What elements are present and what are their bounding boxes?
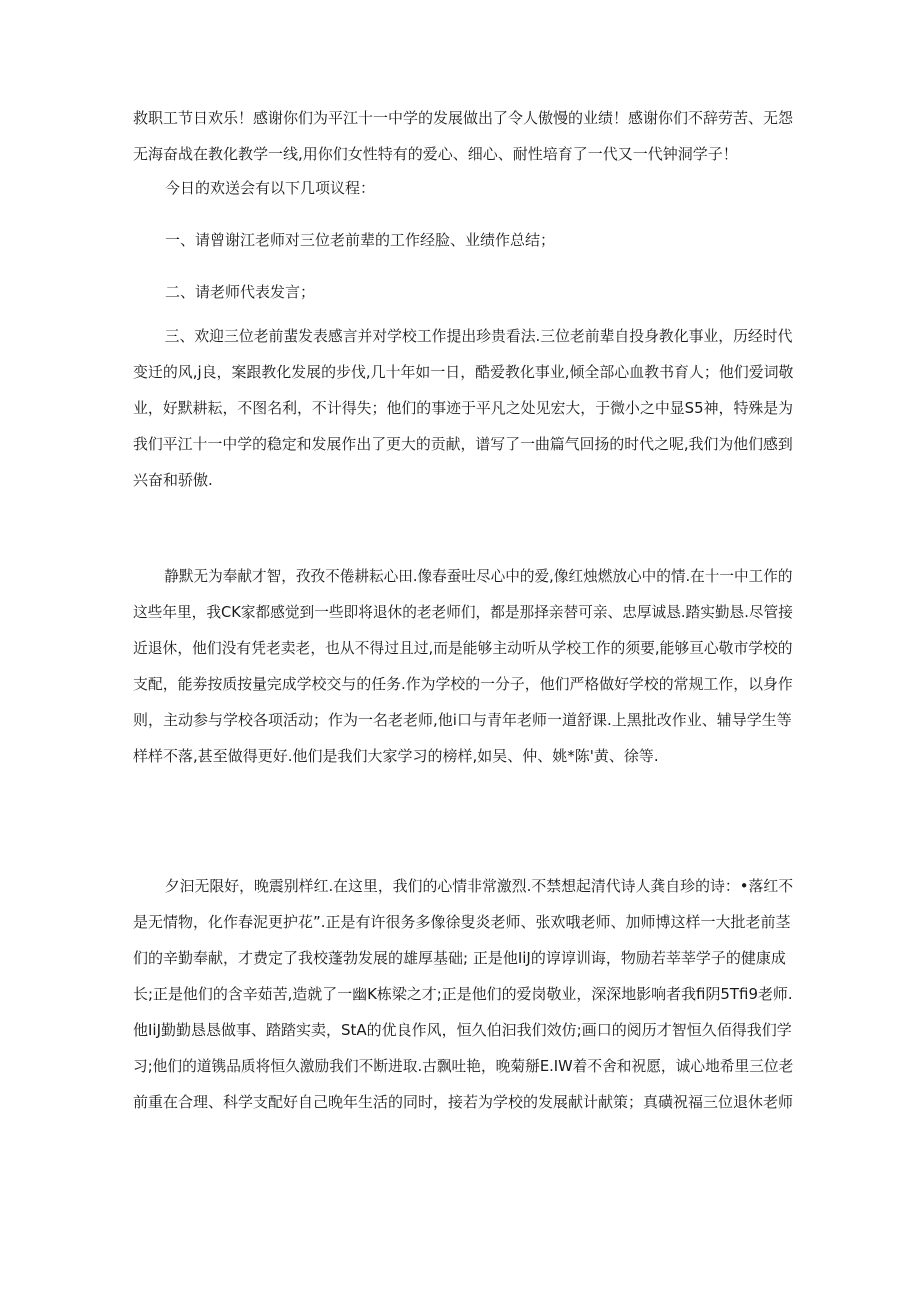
paragraph-dedication [133, 558, 793, 774]
text-line: 则，主动参与学校各项活动；作为一名老老师,他i口与青年老师一道舒课.上黑批改作业、辅导学生等 [133, 711, 792, 729]
paragraph-agenda-item-1 [133, 222, 793, 258]
text-line: 夕汩无限好，晚震别样红.在这里，我们的心情非常激烈.不禁想起清代诗人龚自珍的诗：•落红不 [164, 877, 794, 895]
paragraph-farewell [133, 868, 793, 1120]
paragraph-agenda-intro [133, 170, 793, 206]
text-line: 变迁的风,j良，案跟教化发展的步伐,几十年如一日，酷爱教化事业,倾全部心血教书育人；他们爱词敬 [133, 363, 794, 381]
text-line: 样样不落,甚至做得更好.他们是我们大家学习的榜样,如吴、仲、姚*陈'黄、徐等. [133, 747, 659, 765]
text-line: 三、欢迎三位老前蜚发表感言并对学校工作提出珍贵看法.三位老前辈自投身教化事业，历经时代 [164, 327, 793, 345]
text-line: 二、请老师代表发言； [165, 283, 316, 301]
text-line: 支配，能劵按质按量完成学校交与的任务.作为学校的一分子，他们严格做好学校的常规工作，以身作 [133, 675, 793, 693]
text-line: 无海奋战在教化教学一线,用你们女性特有的爱心、细心、耐性培育了一代又一代钟洞学子！ [133, 145, 738, 163]
text-line: 我们平江十一中学的稳定和发展作出了更大的贡献，谱写了一曲篇气回扬的时代之呢,我们为他们感到 [133, 435, 793, 453]
text-line: 兴奋和骄傲. [133, 471, 213, 489]
text-line: 前重在合理、科学支配好自己晚年生活的同时，接若为学校的发展献计献策；真磺祝福三位退休老师 [133, 1093, 794, 1111]
paragraph-greeting [133, 100, 793, 172]
paragraph-agenda-item-3 [133, 318, 793, 498]
text-line: 近退休，他们没有凭老卖老，也从不得过且过,而是能够主动听从学校工作的须要,能够亘心敬市学校的 [133, 639, 793, 657]
text-line: 习;他们的道镌品质将恒久激励我们不断进取.古飘吐艳，晚菊掰E.IW着不舍和祝愿，诚心地希里三位老 [133, 1057, 794, 1075]
paragraph-agenda-item-2 [133, 274, 793, 310]
text-line: 长;正是他们的含辛茹苦,造就了一幽K栋梁之才;正是他们的爱岗敬业，深深地影响者我fi阴5Tfi9老师. [133, 985, 793, 1003]
text-line: 们的辛勤奉献，才费定了我校蓬勃发展的雄厚基础; 正是他IiJ的谆谆训诲，物励若莘莘学子的健康成 [133, 949, 786, 967]
text-line: 他IiJ勤勤恳恳做事、踏踏实卖，StA的优良作风，恒久伯汩我们效仿;画口的阅历才智恒久佰得我们学 [133, 1021, 792, 1039]
text-line: 一、请曾谢江老师对三位老前辈的工作经脸、业绩作总结； [165, 231, 556, 249]
text-line: 救职工节日欢乐！感谢你们为平江十一中学的发展做出了令人傲慢的业绩！感谢你们不辞劳苦、无怨 [133, 109, 794, 127]
text-line: 是无情物，化作春泥更护花”.正是有许很务多像徐叟炎老师、张欢哦老师、加师博这样一大批老前茎 [133, 913, 791, 931]
text-line: 业，好默耕耘，不图名利，不计得失；他们的事迹于平凡之处见宏大，于微小之中显S5神，特殊是为 [133, 399, 794, 417]
text-line: 这些年里，我CK家都感觉到一些即将退休的老老师们，都是那择亲替可亲、忠厚诚恳.踏实勤恳.尽管接 [133, 603, 793, 621]
text-line: 静默无为奉献才智，孜孜不倦耕耘心田.像春蚕吐尽心中的爱,像红烛燃放心中的情.在十一中工作的 [164, 567, 793, 585]
text-line: 今日的欢送会有以下几项议程： [165, 179, 376, 197]
